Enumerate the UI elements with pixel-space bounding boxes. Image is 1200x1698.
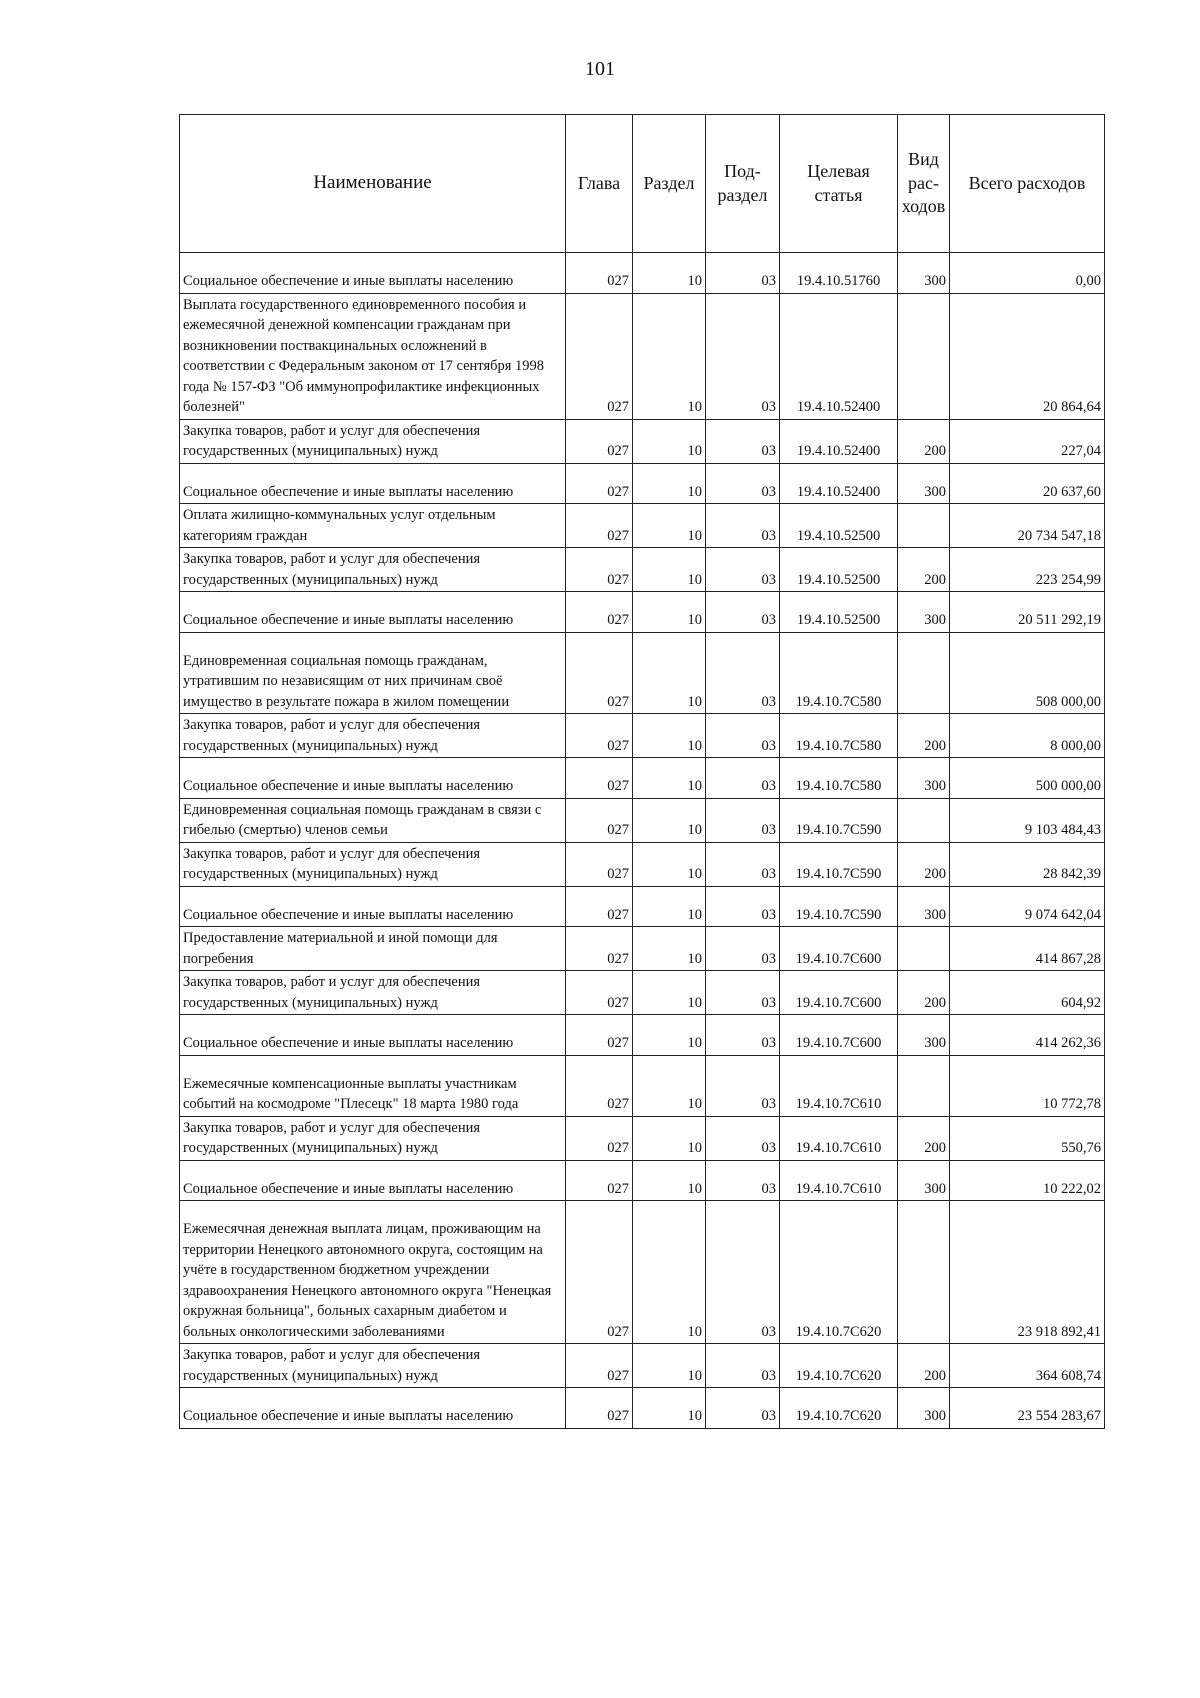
cell-chapter: 027	[566, 632, 633, 714]
cell-expense-type: 200	[898, 971, 950, 1015]
cell-subsection: 03	[706, 1388, 780, 1429]
cell-expense-type	[898, 927, 950, 971]
cell-chapter: 027	[566, 504, 633, 548]
table-row	[180, 253, 1105, 294]
cell-subsection: 03	[706, 548, 780, 592]
cell-target: 19.4.10.7С580	[780, 632, 898, 714]
table-row	[180, 842, 1105, 886]
cell-target: 19.4.10.7С580	[780, 714, 898, 758]
cell-section: 10	[633, 253, 706, 294]
cell-total: 28 842,39	[950, 842, 1105, 886]
cell-name: Социальное обеспечение и иные выплаты населению	[180, 1015, 566, 1056]
table-body	[180, 253, 1105, 1429]
table-row	[180, 927, 1105, 971]
cell-subsection: 03	[706, 1344, 780, 1388]
cell-expense-type: 300	[898, 758, 950, 799]
cell-total: 23 918 892,41	[950, 1201, 1105, 1344]
cell-chapter: 027	[566, 253, 633, 294]
cell-chapter: 027	[566, 548, 633, 592]
cell-expense-type: 300	[898, 886, 950, 927]
table-row	[180, 798, 1105, 842]
cell-target: 19.4.10.7С610	[780, 1116, 898, 1160]
cell-target: 19.4.10.52500	[780, 548, 898, 592]
cell-chapter: 027	[566, 293, 633, 419]
cell-expense-type: 300	[898, 463, 950, 504]
cell-section: 10	[633, 1055, 706, 1116]
cell-section: 10	[633, 758, 706, 799]
cell-target: 19.4.10.52400	[780, 463, 898, 504]
cell-name: Оплата жилищно-коммунальных услуг отдельным категориям граждан	[180, 504, 566, 548]
table-row	[180, 1201, 1105, 1344]
table-row	[180, 1055, 1105, 1116]
cell-expense-type	[898, 293, 950, 419]
cell-total: 10 772,78	[950, 1055, 1105, 1116]
col-header-name: Наименование	[180, 115, 566, 253]
cell-total: 604,92	[950, 971, 1105, 1015]
table-row	[180, 1160, 1105, 1201]
cell-name: Социальное обеспечение и иные выплаты населению	[180, 758, 566, 799]
col-header-section: Раздел	[633, 115, 706, 253]
cell-chapter: 027	[566, 1344, 633, 1388]
cell-section: 10	[633, 1116, 706, 1160]
cell-target: 19.4.10.7С610	[780, 1055, 898, 1116]
cell-name: Ежемесячные компенсационные выплаты участникам событий на космодроме "Плесецк" 18 марта 1980 года	[180, 1055, 566, 1116]
cell-target: 19.4.10.7С590	[780, 842, 898, 886]
cell-expense-type: 200	[898, 842, 950, 886]
cell-expense-type: 300	[898, 1160, 950, 1201]
cell-subsection: 03	[706, 293, 780, 419]
cell-subsection: 03	[706, 253, 780, 294]
cell-chapter: 027	[566, 1388, 633, 1429]
cell-subsection: 03	[706, 1116, 780, 1160]
cell-target: 19.4.10.7С600	[780, 1015, 898, 1056]
cell-total: 20 637,60	[950, 463, 1105, 504]
cell-section: 10	[633, 886, 706, 927]
cell-chapter: 027	[566, 842, 633, 886]
cell-section: 10	[633, 714, 706, 758]
table-row	[180, 971, 1105, 1015]
cell-name: Выплата государственного единовременного пособия и ежемесячной денежной компенсации гражданам при возникновении поствакцинальных осложнений в соответствии с Федеральным законом от 17 сентября 1998 года № 157-ФЗ "Об иммунопрофилактике инфекционных болезней"	[180, 293, 566, 419]
cell-name: Закупка товаров, работ и услуг для обеспечения государственных (муниципальных) нужд	[180, 714, 566, 758]
cell-name: Социальное обеспечение и иные выплаты населению	[180, 1160, 566, 1201]
cell-name: Закупка товаров, работ и услуг для обеспечения государственных (муниципальных) нужд	[180, 1116, 566, 1160]
cell-total: 227,04	[950, 419, 1105, 463]
cell-section: 10	[633, 504, 706, 548]
table-row	[180, 463, 1105, 504]
cell-total: 508 000,00	[950, 632, 1105, 714]
cell-section: 10	[633, 592, 706, 633]
cell-subsection: 03	[706, 886, 780, 927]
cell-subsection: 03	[706, 632, 780, 714]
cell-total: 10 222,02	[950, 1160, 1105, 1201]
cell-chapter: 027	[566, 1015, 633, 1056]
cell-chapter: 027	[566, 798, 633, 842]
table-header-row	[180, 115, 1105, 253]
cell-chapter: 027	[566, 927, 633, 971]
cell-name: Социальное обеспечение и иные выплаты населению	[180, 253, 566, 294]
cell-name: Закупка товаров, работ и услуг для обеспечения государственных (муниципальных) нужд	[180, 419, 566, 463]
cell-subsection: 03	[706, 714, 780, 758]
cell-target: 19.4.10.52400	[780, 419, 898, 463]
cell-subsection: 03	[706, 842, 780, 886]
cell-target: 19.4.10.7С600	[780, 927, 898, 971]
cell-target: 19.4.10.52400	[780, 293, 898, 419]
budget-table	[179, 114, 1105, 1429]
cell-chapter: 027	[566, 1160, 633, 1201]
cell-subsection: 03	[706, 1055, 780, 1116]
cell-section: 10	[633, 419, 706, 463]
table-row	[180, 504, 1105, 548]
cell-expense-type	[898, 798, 950, 842]
col-header-total: Всего расходов	[950, 115, 1105, 253]
cell-target: 19.4.10.7С620	[780, 1344, 898, 1388]
table-row	[180, 632, 1105, 714]
cell-section: 10	[633, 1388, 706, 1429]
cell-section: 10	[633, 1015, 706, 1056]
cell-subsection: 03	[706, 971, 780, 1015]
cell-total: 20 864,64	[950, 293, 1105, 419]
cell-expense-type	[898, 632, 950, 714]
cell-expense-type: 200	[898, 1116, 950, 1160]
cell-chapter: 027	[566, 714, 633, 758]
table-row	[180, 419, 1105, 463]
cell-section: 10	[633, 1160, 706, 1201]
cell-total: 500 000,00	[950, 758, 1105, 799]
cell-total: 23 554 283,67	[950, 1388, 1105, 1429]
cell-total: 0,00	[950, 253, 1105, 294]
cell-subsection: 03	[706, 798, 780, 842]
cell-subsection: 03	[706, 1015, 780, 1056]
cell-total: 550,76	[950, 1116, 1105, 1160]
cell-section: 10	[633, 1201, 706, 1344]
col-header-expense-type: Вид рас-ходов	[898, 115, 950, 253]
cell-section: 10	[633, 798, 706, 842]
cell-subsection: 03	[706, 463, 780, 504]
cell-name: Закупка товаров, работ и услуг для обеспечения государственных (муниципальных) нужд	[180, 842, 566, 886]
cell-expense-type: 200	[898, 1344, 950, 1388]
cell-target: 19.4.10.7С620	[780, 1201, 898, 1344]
cell-chapter: 027	[566, 592, 633, 633]
cell-name: Социальное обеспечение и иные выплаты населению	[180, 1388, 566, 1429]
cell-total: 414 262,36	[950, 1015, 1105, 1056]
table-row	[180, 548, 1105, 592]
table-row	[180, 1015, 1105, 1056]
col-header-subsection: Под-раздел	[706, 115, 780, 253]
cell-subsection: 03	[706, 927, 780, 971]
cell-section: 10	[633, 842, 706, 886]
cell-expense-type: 200	[898, 548, 950, 592]
cell-name: Закупка товаров, работ и услуг для обеспечения государственных (муниципальных) нужд	[180, 1344, 566, 1388]
table-row	[180, 293, 1105, 419]
col-header-target: Целевая статья	[780, 115, 898, 253]
cell-name: Единовременная социальная помощь гражданам в связи с гибелью (смертью) членов семьи	[180, 798, 566, 842]
cell-chapter: 027	[566, 463, 633, 504]
table-row	[180, 592, 1105, 633]
cell-target: 19.4.10.52500	[780, 504, 898, 548]
cell-chapter: 027	[566, 758, 633, 799]
cell-name: Социальное обеспечение и иные выплаты населению	[180, 463, 566, 504]
cell-chapter: 027	[566, 1201, 633, 1344]
table-row	[180, 1116, 1105, 1160]
col-header-chapter: Глава	[566, 115, 633, 253]
cell-expense-type: 200	[898, 714, 950, 758]
cell-subsection: 03	[706, 1201, 780, 1344]
cell-total: 223 254,99	[950, 548, 1105, 592]
cell-subsection: 03	[706, 758, 780, 799]
cell-target: 19.4.10.7С610	[780, 1160, 898, 1201]
cell-expense-type: 300	[898, 592, 950, 633]
cell-section: 10	[633, 463, 706, 504]
cell-name: Единовременная социальная помощь гражданам, утратившим по независящим от них причинам своё имущество в результате пожара в жилом помещении	[180, 632, 566, 714]
cell-total: 364 608,74	[950, 1344, 1105, 1388]
table-row	[180, 1388, 1105, 1429]
cell-name: Социальное обеспечение и иные выплаты населению	[180, 592, 566, 633]
cell-name: Закупка товаров, работ и услуг для обеспечения государственных (муниципальных) нужд	[180, 548, 566, 592]
cell-total: 20 511 292,19	[950, 592, 1105, 633]
cell-section: 10	[633, 927, 706, 971]
cell-expense-type: 200	[898, 419, 950, 463]
cell-total: 20 734 547,18	[950, 504, 1105, 548]
cell-name: Закупка товаров, работ и услуг для обеспечения государственных (муниципальных) нужд	[180, 971, 566, 1015]
cell-target: 19.4.10.7С620	[780, 1388, 898, 1429]
cell-expense-type: 300	[898, 1388, 950, 1429]
cell-chapter: 027	[566, 886, 633, 927]
cell-name: Ежемесячная денежная выплата лицам, проживающим на территории Ненецкого автономного округа, состоящим на учёте в государственном бюджетном учреждении здравоохранения Ненецкого автономного округа "Ненецкая окружная больница", больных сахарным диабетом и больных онкологическими заболеваниями	[180, 1201, 566, 1344]
cell-section: 10	[633, 632, 706, 714]
cell-expense-type	[898, 1201, 950, 1344]
cell-subsection: 03	[706, 419, 780, 463]
cell-target: 19.4.10.7С590	[780, 798, 898, 842]
cell-expense-type	[898, 504, 950, 548]
cell-name: Социальное обеспечение и иные выплаты населению	[180, 886, 566, 927]
cell-total: 414 867,28	[950, 927, 1105, 971]
cell-expense-type	[898, 1055, 950, 1116]
table-row	[180, 886, 1105, 927]
cell-section: 10	[633, 1344, 706, 1388]
cell-name: Предоставление материальной и иной помощи для погребения	[180, 927, 566, 971]
cell-subsection: 03	[706, 592, 780, 633]
table-row	[180, 714, 1105, 758]
cell-chapter: 027	[566, 419, 633, 463]
cell-section: 10	[633, 293, 706, 419]
cell-section: 10	[633, 548, 706, 592]
cell-section: 10	[633, 971, 706, 1015]
cell-subsection: 03	[706, 504, 780, 548]
cell-target: 19.4.10.7С590	[780, 886, 898, 927]
cell-subsection: 03	[706, 1160, 780, 1201]
cell-chapter: 027	[566, 1055, 633, 1116]
cell-target: 19.4.10.7С600	[780, 971, 898, 1015]
cell-total: 9 074 642,04	[950, 886, 1105, 927]
page-number: 101	[585, 58, 615, 80]
cell-chapter: 027	[566, 1116, 633, 1160]
cell-target: 19.4.10.7С580	[780, 758, 898, 799]
cell-expense-type: 300	[898, 1015, 950, 1056]
cell-total: 9 103 484,43	[950, 798, 1105, 842]
cell-chapter: 027	[566, 971, 633, 1015]
table-row	[180, 758, 1105, 799]
table-row	[180, 1344, 1105, 1388]
cell-total: 8 000,00	[950, 714, 1105, 758]
cell-target: 19.4.10.51760	[780, 253, 898, 294]
cell-expense-type: 300	[898, 253, 950, 294]
cell-target: 19.4.10.52500	[780, 592, 898, 633]
